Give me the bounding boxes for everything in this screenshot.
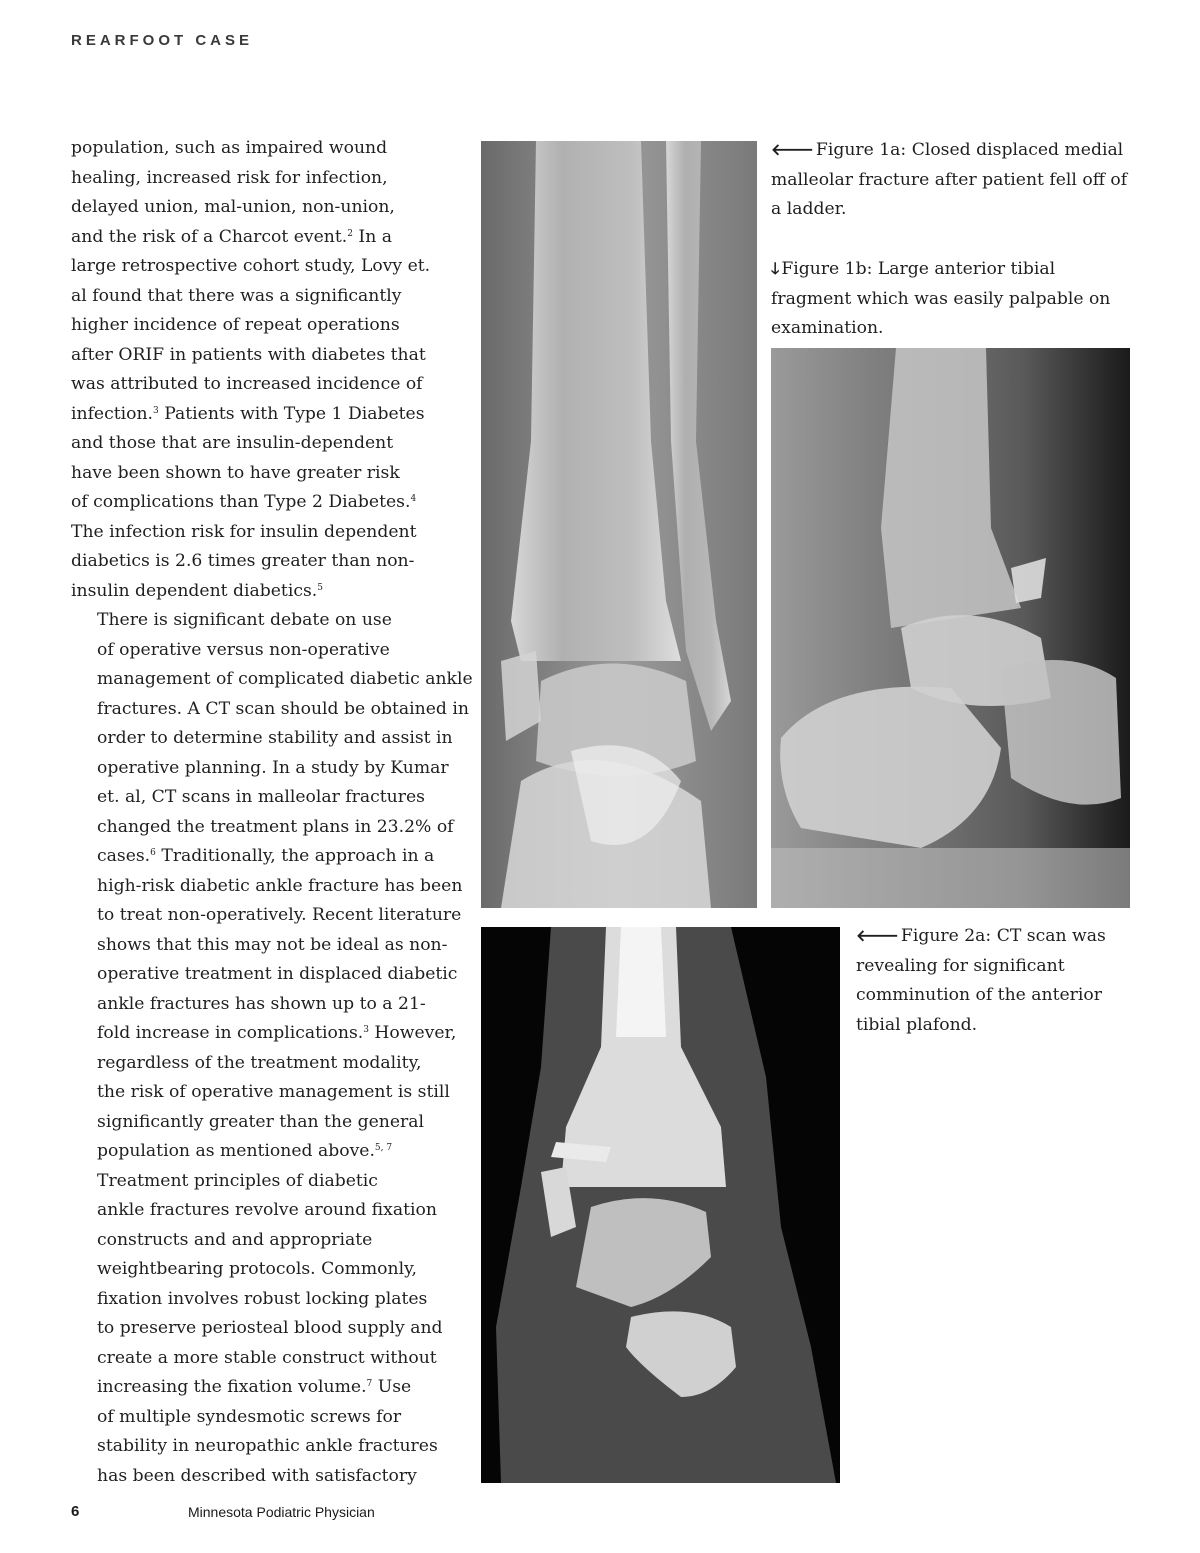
body-line: stability in neuropathic ankle fractures xyxy=(97,1436,438,1456)
body-line: and the risk of a Charcot event.$^2$ In a xyxy=(71,226,392,247)
body-line: ankle fractures revolve around fixation xyxy=(97,1200,437,1220)
body-line: create a more stable construct without xyxy=(97,1347,437,1368)
figure-1a-xray-image xyxy=(481,141,757,908)
body-line: to preserve periosteal blood supply and xyxy=(97,1318,443,1338)
journal-name: Minnesota Podiatric Physician xyxy=(188,1504,375,1520)
body-line: insulin dependent diabetics.$^5$ xyxy=(71,580,323,601)
body-line: diabetics is 2.6 times greater than non- xyxy=(71,551,415,571)
body-line: higher incidence of repeat operations xyxy=(71,315,400,335)
body-line: shows that this may not be ideal as non- xyxy=(97,934,448,955)
body-line: ankle fractures has shown up to a 21- xyxy=(97,993,426,1014)
body-line: cases.$^6$ Traditionally, the approach in a xyxy=(97,846,435,866)
body-line: There is significant debate on use xyxy=(97,610,392,630)
arrow-left-icon: 🡐 xyxy=(856,926,899,945)
body-line: fractures. A CT scan should be obtained in xyxy=(97,698,469,719)
body-line: to treat non-operatively. Recent literature xyxy=(97,905,462,925)
citation-superscript: 5, 7 xyxy=(374,1143,393,1153)
body-line: Treatment principles of diabetic xyxy=(97,1170,378,1191)
body-line: operative treatment in displaced diabetic xyxy=(97,964,458,984)
body-paragraph-3 xyxy=(71,1167,451,1492)
body-line: fold increase in complications.$^3$ However, xyxy=(97,1023,457,1043)
body-line: constructs and and appropriate xyxy=(97,1229,373,1250)
citation-superscript: 2 xyxy=(347,228,353,239)
body-line: after ORIF in patients with diabetes that xyxy=(71,344,426,365)
body-line: management of complicated diabetic ankle xyxy=(97,669,473,689)
body-line: and those that are insulin-dependent xyxy=(71,433,394,453)
body-text-column xyxy=(71,134,473,1491)
body-line: operative planning. In a study by Kumar xyxy=(97,757,449,778)
citation-superscript: 6 xyxy=(150,848,156,858)
body-line: healing, increased risk for infection, xyxy=(71,167,388,188)
figure-1b-xray-image xyxy=(771,348,1130,908)
body-line: infection.$^3$ Patients with Type 1 Diabetes xyxy=(71,403,425,424)
citation-superscript: 3 xyxy=(363,1025,369,1035)
body-line: delayed union, mal-union, non-union, xyxy=(71,197,395,217)
figure-1a-caption xyxy=(771,135,1131,225)
body-line: regardless of the treatment modality, xyxy=(97,1052,422,1073)
body-line: al found that there was a significantly xyxy=(71,285,402,306)
body-line: The infection risk for insulin dependent xyxy=(71,521,417,542)
body-line: order to determine stability and assist in xyxy=(97,728,453,748)
body-line: of multiple syndesmotic screws for xyxy=(97,1406,402,1427)
body-line: high-risk diabetic ankle fracture has been xyxy=(97,875,463,896)
body-line: was attributed to increased incidence of xyxy=(71,374,423,394)
figure-1b-caption xyxy=(771,254,1131,344)
body-line: of complications than Type 2 Diabetes.$^4$ xyxy=(71,492,417,512)
body-line: have been shown to have greater risk xyxy=(71,462,400,483)
figure-2a-caption xyxy=(856,921,1136,1040)
citation-superscript: 3 xyxy=(153,405,159,416)
body-line: has been described with satisfactory xyxy=(97,1465,417,1486)
body-line: population, such as impaired wound xyxy=(71,138,388,158)
arrow-left-icon: 🡐 xyxy=(771,140,814,159)
body-line: the risk of operative management is still xyxy=(97,1082,450,1102)
arrow-down-icon: 🡓 xyxy=(771,259,780,278)
figure-1b-caption-text: Figure 1b: Large anterior tibial fragment which was easily palpable on examination. xyxy=(771,259,1111,338)
body-line: large retrospective cohort study, Lovy et. xyxy=(71,256,431,276)
citation-superscript: 7 xyxy=(366,1379,373,1389)
body-paragraph-2 xyxy=(71,606,473,1167)
citation-superscript: 5 xyxy=(317,582,323,593)
page-number: 6 xyxy=(71,1503,80,1520)
body-paragraph-1 xyxy=(71,134,451,606)
body-line: significantly greater than the general xyxy=(97,1111,425,1132)
body-line: changed the treatment plans in 23.2% of xyxy=(97,816,454,837)
body-line: fixation involves robust locking plates xyxy=(97,1288,428,1309)
figure-2a-ct-image xyxy=(481,927,840,1483)
citation-superscript: 4 xyxy=(410,494,417,504)
body-line: increasing the fixation volume.$^7$ Use xyxy=(97,1377,412,1397)
body-line: weightbearing protocols. Commonly, xyxy=(97,1259,417,1279)
body-line: of operative versus non-operative xyxy=(97,639,390,660)
body-line: et. al, CT scans in malleolar fractures xyxy=(97,787,425,807)
body-line: population as mentioned above.$^{5, 7}$ xyxy=(97,1141,393,1161)
section-header: REARFOOT CASE xyxy=(71,32,254,49)
figure-1a-caption-text: Figure 1a: Closed displaced medial malleolar fracture after patient fell off of a ladder. xyxy=(771,140,1128,219)
figure-2a-caption-text: Figure 2a: CT scan was revealing for significant comminution of the anterior tibial plafond. xyxy=(856,926,1106,1035)
